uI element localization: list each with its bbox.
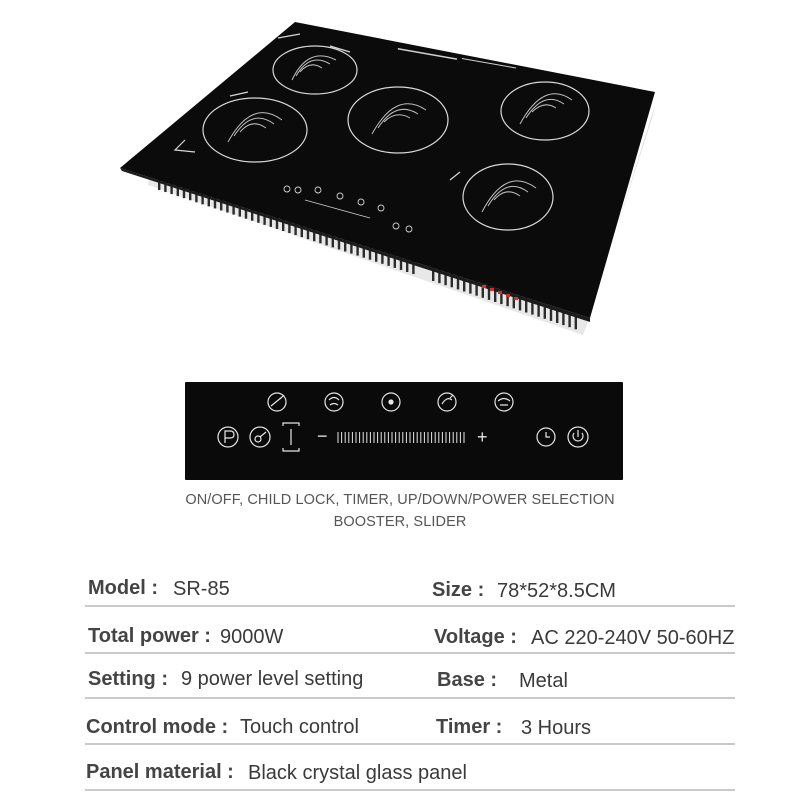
control-panel-closeup bbox=[185, 382, 623, 480]
row-divider bbox=[85, 605, 735, 607]
model-value: SR-85 bbox=[173, 578, 230, 600]
melt-icon[interactable] bbox=[495, 393, 513, 411]
control-mode-label: Control mode : bbox=[86, 716, 229, 738]
boil-icon[interactable] bbox=[438, 393, 456, 411]
timer-label: Timer : bbox=[436, 716, 503, 738]
booster-icon[interactable] bbox=[283, 423, 299, 451]
caption-line-1: ON/OFF, CHILD LOCK, TIMER, UP/DOWN/POWER SELECTION bbox=[185, 492, 615, 508]
slider-plus: + bbox=[477, 427, 488, 447]
timer-value: 3 Hours bbox=[521, 717, 592, 739]
total-power-value: 9000W bbox=[220, 626, 284, 648]
size-value: 78*52*8.5CM bbox=[497, 580, 616, 602]
slider-minus: − bbox=[317, 426, 328, 446]
simmer-icon[interactable] bbox=[325, 393, 343, 411]
setting-label: Setting : bbox=[88, 668, 168, 690]
pause-icon[interactable] bbox=[218, 427, 238, 447]
pan-fry-icon[interactable] bbox=[268, 393, 286, 411]
induction-hob-image bbox=[0, 0, 800, 360]
keep-warm-icon[interactable] bbox=[382, 393, 400, 411]
base-label: Base : bbox=[437, 669, 498, 691]
row-divider bbox=[85, 652, 735, 654]
voltage-value: AC 220-240V 50-60HZ bbox=[531, 627, 735, 649]
power-slider[interactable] bbox=[338, 432, 464, 443]
size-label: Size : bbox=[432, 579, 485, 601]
total-power-label: Total power : bbox=[88, 625, 211, 647]
glass-top bbox=[120, 22, 655, 318]
panel-material-label: Panel material : bbox=[86, 761, 234, 783]
model-label: Model : bbox=[88, 577, 158, 599]
row-divider bbox=[85, 789, 735, 791]
row-divider bbox=[85, 697, 735, 699]
base-value: Metal bbox=[519, 670, 568, 692]
setting-value: 9 power level setting bbox=[181, 668, 364, 690]
child-lock-icon[interactable] bbox=[250, 427, 270, 447]
panel-material-value: Black crystal glass panel bbox=[248, 762, 467, 784]
power-icon[interactable] bbox=[568, 427, 588, 447]
timer-icon[interactable] bbox=[537, 428, 555, 446]
caption-line-2: BOOSTER, SLIDER bbox=[333, 514, 467, 530]
voltage-label: Voltage : bbox=[434, 626, 517, 648]
control-mode-value: Touch control bbox=[240, 716, 359, 738]
row-divider bbox=[85, 743, 735, 745]
